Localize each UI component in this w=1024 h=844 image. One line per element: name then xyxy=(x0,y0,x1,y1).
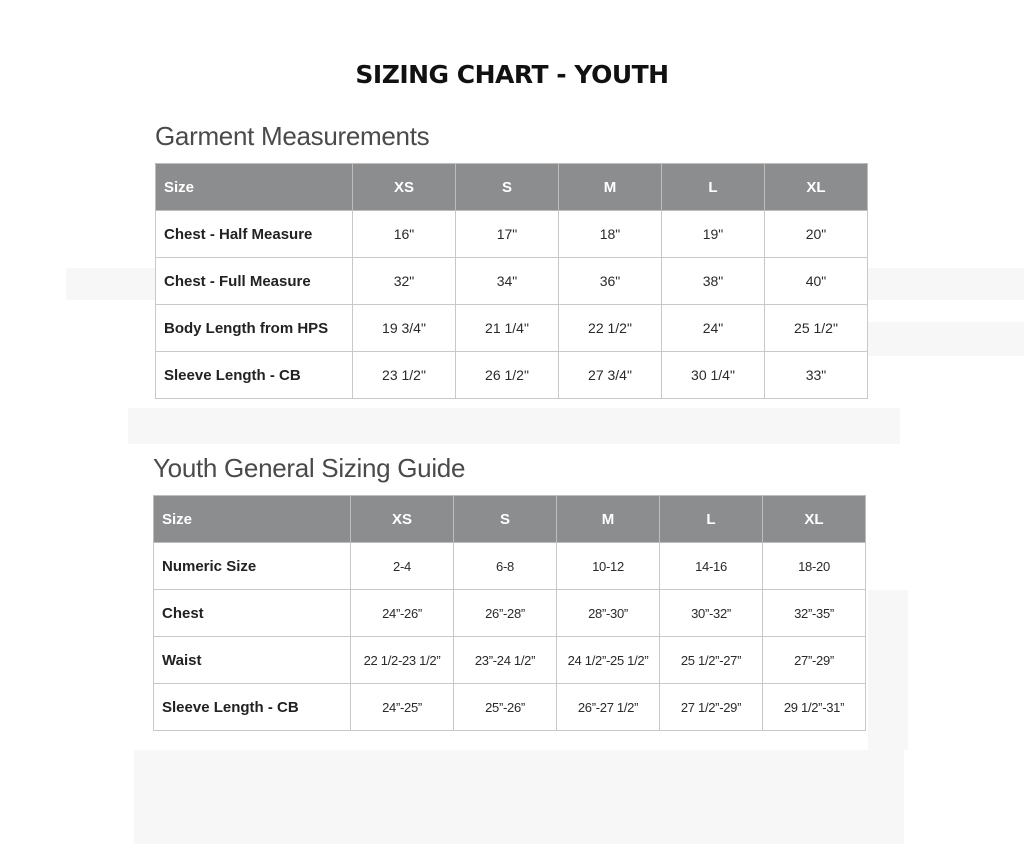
background-band xyxy=(128,408,900,444)
table-cell: 38" xyxy=(662,258,765,305)
header-cell-s: S xyxy=(456,164,559,211)
table-cell: 30”-32” xyxy=(660,590,763,637)
table-cell: 16" xyxy=(353,211,456,258)
header-cell-l: L xyxy=(660,496,763,543)
table-cell: 6-8 xyxy=(454,543,557,590)
table-row xyxy=(154,684,866,731)
table-row xyxy=(156,211,868,258)
table-header-row xyxy=(154,496,866,543)
header-cell-xs: XS xyxy=(351,496,454,543)
table-row xyxy=(156,352,868,399)
table-row xyxy=(154,637,866,684)
table-cell: 19 3/4" xyxy=(353,305,456,352)
table-cell: 25 1/2" xyxy=(765,305,868,352)
table-cell: 27 3/4" xyxy=(559,352,662,399)
background-band xyxy=(868,322,1024,356)
table-cell: 19" xyxy=(662,211,765,258)
header-cell-xl: XL xyxy=(765,164,868,211)
header-cell-size: Size xyxy=(154,496,351,543)
table-cell: 22 1/2" xyxy=(559,305,662,352)
page-title: SIZING CHART - YOUTH xyxy=(355,60,669,89)
table-cell: 10-12 xyxy=(557,543,660,590)
row-label: Waist xyxy=(154,637,351,684)
row-label: Chest - Full Measure xyxy=(156,258,353,305)
header-cell-xl: XL xyxy=(763,496,866,543)
table-cell: 36" xyxy=(559,258,662,305)
background-band xyxy=(66,268,156,300)
table-cell: 26 1/2" xyxy=(456,352,559,399)
table-cell: 26”-27 1/2” xyxy=(557,684,660,731)
table-cell: 25”-26” xyxy=(454,684,557,731)
table-row xyxy=(154,543,866,590)
row-label: Chest xyxy=(154,590,351,637)
row-label: Sleeve Length - CB xyxy=(156,352,353,399)
table-cell: 21 1/4" xyxy=(456,305,559,352)
header-cell-l: L xyxy=(662,164,765,211)
table-cell: 32" xyxy=(353,258,456,305)
table-cell: 22 1/2-23 1/2” xyxy=(351,637,454,684)
youth-sizing-guide-table xyxy=(153,495,866,731)
table-cell: 18" xyxy=(559,211,662,258)
table-cell: 24”-25” xyxy=(351,684,454,731)
garment-measurements-table xyxy=(155,163,868,399)
table-cell: 29 1/2”-31” xyxy=(763,684,866,731)
table-cell: 27”-29” xyxy=(763,637,866,684)
garment-measurements-heading: Garment Measurements xyxy=(155,121,430,151)
header-cell-m: M xyxy=(559,164,662,211)
table-cell: 30 1/4" xyxy=(662,352,765,399)
table-cell: 24”-26” xyxy=(351,590,454,637)
table-cell: 26”-28” xyxy=(454,590,557,637)
table-cell: 23 1/2" xyxy=(353,352,456,399)
background-band xyxy=(868,590,908,750)
header-cell-size: Size xyxy=(156,164,353,211)
table-row xyxy=(156,305,868,352)
row-label: Numeric Size xyxy=(154,543,351,590)
row-label: Body Length from HPS xyxy=(156,305,353,352)
table-cell: 17" xyxy=(456,211,559,258)
table-cell: 2-4 xyxy=(351,543,454,590)
table-row xyxy=(156,258,868,305)
table-cell: 27 1/2”-29” xyxy=(660,684,763,731)
table-cell: 24" xyxy=(662,305,765,352)
table-cell: 28”-30” xyxy=(557,590,660,637)
table-cell: 20" xyxy=(765,211,868,258)
table-cell: 40" xyxy=(765,258,868,305)
row-label: Sleeve Length - CB xyxy=(154,684,351,731)
table-cell: 24 1/2”-25 1/2” xyxy=(557,637,660,684)
table-cell: 23”-24 1/2” xyxy=(454,637,557,684)
table-cell: 25 1/2”-27” xyxy=(660,637,763,684)
header-cell-xs: XS xyxy=(353,164,456,211)
table-cell: 34" xyxy=(456,258,559,305)
row-label: Chest - Half Measure xyxy=(156,211,353,258)
table-cell: 33" xyxy=(765,352,868,399)
header-cell-s: S xyxy=(454,496,557,543)
table-cell: 18-20 xyxy=(763,543,866,590)
table-cell: 14-16 xyxy=(660,543,763,590)
table-row xyxy=(154,590,866,637)
header-cell-m: M xyxy=(557,496,660,543)
youth-sizing-guide-heading: Youth General Sizing Guide xyxy=(153,453,466,483)
table-cell: 32”-35” xyxy=(763,590,866,637)
table-header-row xyxy=(156,164,868,211)
background-band xyxy=(868,268,1024,300)
background-band xyxy=(134,750,904,844)
